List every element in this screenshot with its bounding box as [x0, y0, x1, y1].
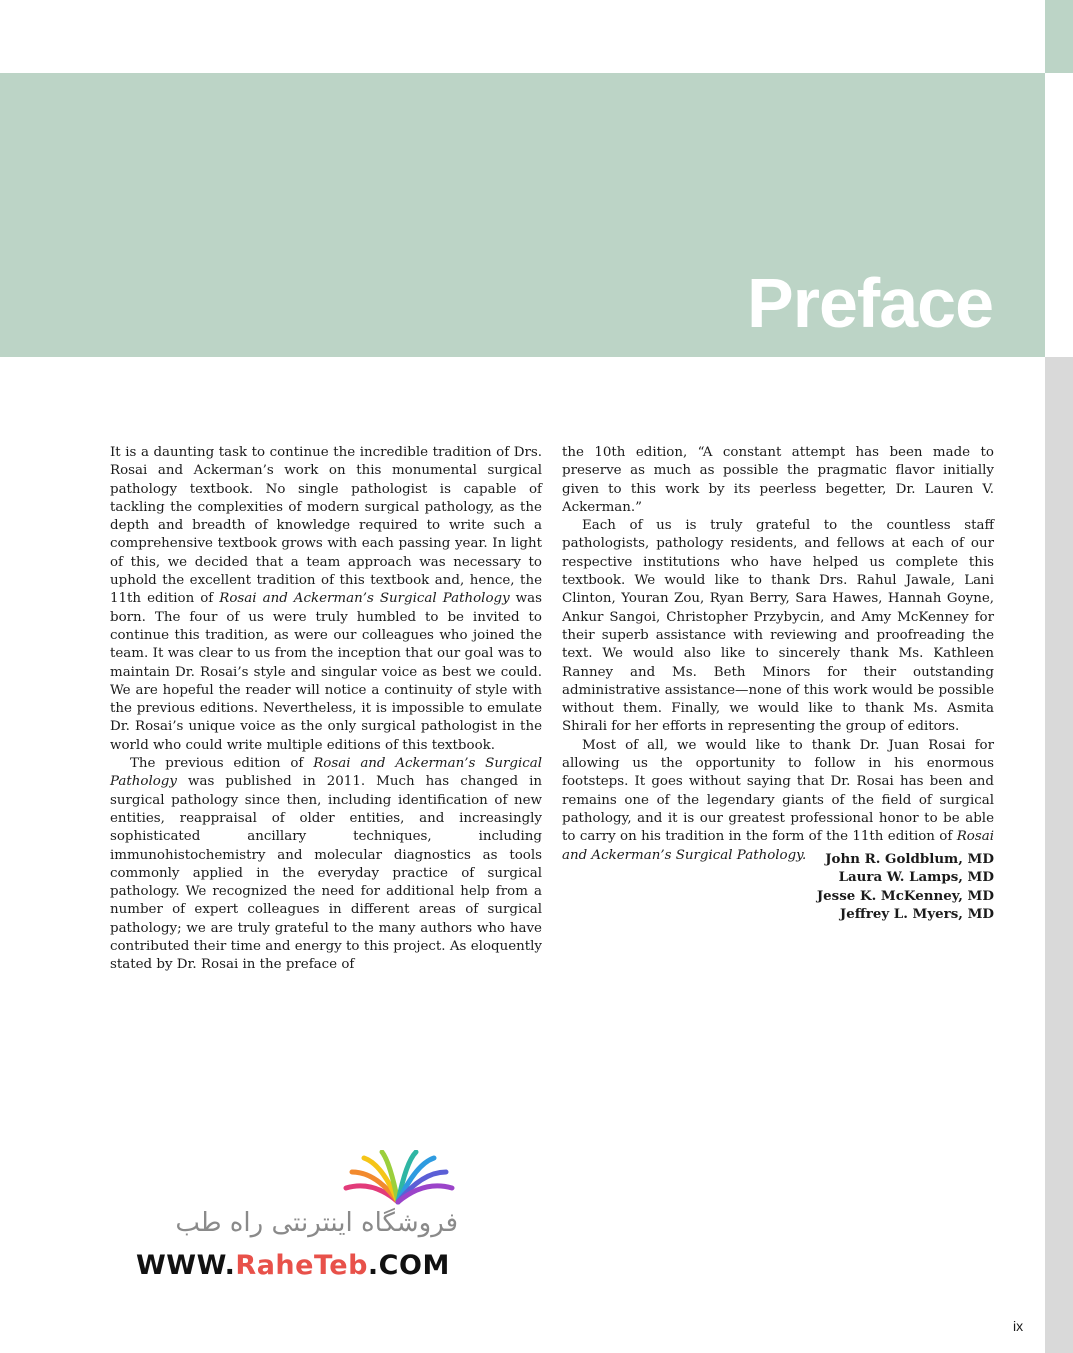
signatures — [817, 850, 994, 923]
signature-name: Laura W. Lamps, MD — [838, 869, 994, 886]
open-book-icon — [338, 1150, 458, 1205]
signature-name: Jeffrey L. Myers, MD — [839, 905, 994, 922]
page-edge-tab-top — [1045, 0, 1073, 73]
paragraph: Each of us is truly grateful to the countless staff pathologists, pathology residents, and fellows at each of our respective institutions who have helped us complete this textbook. We would like to thank Drs. Rahul Jawale, Lani Clinton, Youran Zou, Ryan Berry, Sara Hawes, Hannah Goyne, Ankur Sangoi, Christopher Przybycin, and Amy McKenney for their superb assistance with reviewing and proofreading the text. We would also like to sincerely thank Ms. Kathleen Ranney and Ms. Beth Minors for their outstanding administrative assistance—none of this work would be possible without them. Finally, we would like to thank Ms. Asmita Shirali for her efforts in representing the group of editors. — [562, 518, 994, 735]
paragraph: The previous edition of Rosai and Ackerman’s Surgical Pathology was published in 2011. Much has changed in surgical pathology since then, including identification of new entities, reappraisal of older entities, and increasingly sophisticated ancillary techniques, including immunohistochemistry and molecular diagnostics as tools commonly applied in the everyday practice of surgical pathology. We recognized the need for additional help from a number of expert colleagues in different areas of surgical pathology; we are truly grateful to the many authors who have contributed their time and energy to this project. As eloquently stated by Dr. Rosai in the preface of — [110, 756, 542, 973]
paragraph: the 10th edition, “A constant attempt has been made to preserve as much as possible the pragmatic flavor initially given to this work by its peerless begetter, Dr. Lauren V. Ackerman.” — [562, 445, 994, 515]
page-title: Preface — [747, 264, 993, 342]
paragraph: It is a daunting task to continue the incredible tradition of Drs. Rosai and Ackerman’s work on this monumental surgical pathology textbook. No single pathologist is capable of tackling the complexities of modern surgical pathology, as the depth and breadth of knowledge required to write such a comprehensive textbook grows with each passing year. In light of this, we decided that a team approach was necessary to uphold the excellent tradition of this textbook and, hence, the 11th edition of Rosai and Ackerman’s Surgical Pathology was born. The four of us were truly humbled to be invited to continue this tradition, as were our colleagues who joined the team. It was clear to us from the inception that our goal was to maintain Dr. Rosai’s style and singular voice as best we could. We are hopeful the reader will notice a continuity of style with the previous editions. Nevertheless, it is impossible to emulate Dr. Rosai’s unique voice as the only surgical pathologist in the world who could write multiple editions of this textbook. — [110, 445, 542, 753]
page-number: ix — [1013, 1318, 1024, 1334]
text-column-left — [110, 444, 542, 975]
signature-name: John R. Goldblum, MD — [825, 851, 994, 867]
signature-name: Jesse K. McKenney, MD — [816, 887, 994, 904]
watermark-url: WWW.RaheTeb.COM — [136, 1250, 450, 1281]
paragraph: Most of all, we would like to thank Dr. Juan Rosai for allowing us the opportunity to follow in his enormous footsteps. It goes without saying that Dr. Rosai has been and remains one of the legendary giants of the field of surgical pathology, and it is our greatest professional honor to be able to carry on his tradition in the form of the 11th edition of Rosai and Ackerman’s Surgical Pathology. — [562, 737, 994, 863]
watermark — [128, 1150, 468, 1290]
page-edge-tab-mid — [1045, 73, 1073, 357]
watermark-persian-text: فروشگاه اینترنتی راه طب — [175, 1208, 458, 1238]
text-column-right — [562, 444, 994, 865]
page-edge-tab — [1045, 357, 1073, 1353]
